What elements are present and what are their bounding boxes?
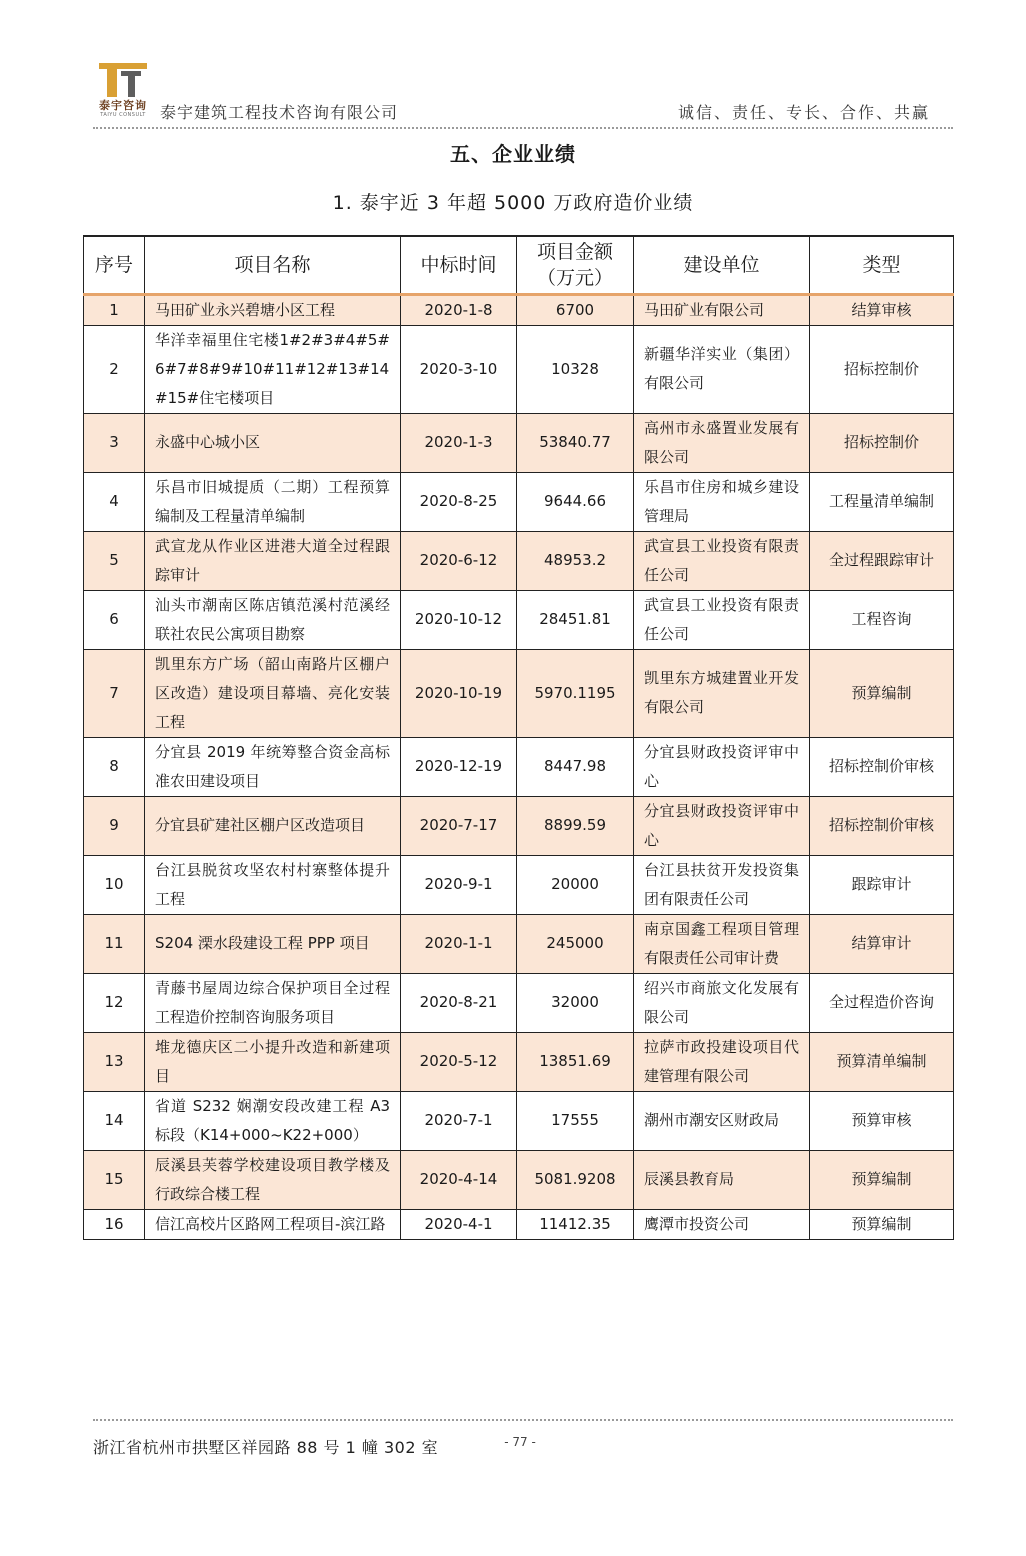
cell-amount: 20000	[517, 855, 634, 914]
cell-project-name: 辰溪县芙蓉学校建设项目教学楼及行政综合楼工程	[145, 1150, 401, 1209]
cell-client: 高州市永盛置业发展有限公司	[634, 413, 810, 472]
cell-type: 招标控制价	[810, 413, 954, 472]
header-cell-type: 类型	[810, 236, 954, 294]
page-number: - 77 -	[504, 1435, 536, 1449]
cell-project-name: 马田矿业永兴碧塘小区工程	[145, 294, 401, 325]
table-row	[84, 1150, 954, 1209]
cell-type: 全过程跟踪审计	[810, 531, 954, 590]
cell-amount: 28451.81	[517, 590, 634, 649]
cell-type: 结算审核	[810, 294, 954, 325]
table-row	[84, 325, 954, 413]
cell-type: 预算审核	[810, 1091, 954, 1150]
table-row	[84, 472, 954, 531]
logo-chinese-text: 泰宇咨询	[99, 99, 147, 112]
table-row	[84, 1032, 954, 1091]
cell-bid-date: 2020-4-14	[401, 1150, 517, 1209]
cell-type: 招标控制价审核	[810, 737, 954, 796]
logo-mark-icon	[99, 63, 147, 99]
cell-type: 预算编制	[810, 649, 954, 737]
header-cell-client: 建设单位	[634, 236, 810, 294]
cell-client: 武宣县工业投资有限责任公司	[634, 590, 810, 649]
cell-project-name: 永盛中心城小区	[145, 413, 401, 472]
company-slogan: 诚信、责任、专长、合作、共赢	[677, 103, 930, 122]
cell-type: 跟踪审计	[810, 855, 954, 914]
table-row	[84, 1091, 954, 1150]
cell-index: 12	[84, 973, 145, 1032]
cell-type: 招标控制价审核	[810, 796, 954, 855]
section-title: 五、企业业绩	[450, 142, 576, 166]
cell-index: 10	[84, 855, 145, 914]
table-row	[84, 914, 954, 973]
cell-amount: 17555	[517, 1091, 634, 1150]
cell-type: 全过程造价咨询	[810, 973, 954, 1032]
cell-type: 工程咨询	[810, 590, 954, 649]
cell-index: 3	[84, 413, 145, 472]
cell-amount: 11412.35	[517, 1209, 634, 1239]
table-row	[84, 737, 954, 796]
header-cell-index: 序号	[84, 236, 145, 294]
cell-bid-date: 2020-1-8	[401, 294, 517, 325]
cell-project-name: 汕头市潮南区陈店镇范溪村范溪经联社农民公寓项目勘察	[145, 590, 401, 649]
company-name: 泰宇建筑工程技术咨询有限公司	[160, 103, 399, 122]
cell-client: 分宜县财政投资评审中心	[634, 796, 810, 855]
cell-bid-date: 2020-6-12	[401, 531, 517, 590]
cell-index: 7	[84, 649, 145, 737]
cell-project-name: S204 溧水段建设工程 PPP 项目	[145, 914, 401, 973]
cell-amount: 10328	[517, 325, 634, 413]
table-row	[84, 973, 954, 1032]
cell-index: 4	[84, 472, 145, 531]
table-row	[84, 855, 954, 914]
cell-type: 预算编制	[810, 1150, 954, 1209]
cell-project-name: 信江高校片区路网工程项目-滨江路	[145, 1209, 401, 1239]
cell-amount: 13851.69	[517, 1032, 634, 1091]
company-logo	[93, 63, 153, 118]
cell-bid-date: 2020-8-25	[401, 472, 517, 531]
table-row	[84, 796, 954, 855]
cell-client: 马田矿业有限公司	[634, 294, 810, 325]
logo-english-text: TAIYU CONSULT	[100, 112, 146, 118]
cell-amount: 48953.2	[517, 531, 634, 590]
cell-bid-date: 2020-7-17	[401, 796, 517, 855]
cell-bid-date: 2020-8-21	[401, 973, 517, 1032]
cell-index: 14	[84, 1091, 145, 1150]
cell-index: 1	[84, 294, 145, 325]
cell-index: 11	[84, 914, 145, 973]
cell-bid-date: 2020-1-1	[401, 914, 517, 973]
header-divider	[93, 127, 953, 129]
cell-bid-date: 2020-3-10	[401, 325, 517, 413]
cell-bid-date: 2020-10-12	[401, 590, 517, 649]
cell-project-name: 武宣龙从作业区进港大道全过程跟踪审计	[145, 531, 401, 590]
cell-bid-date: 2020-4-1	[401, 1209, 517, 1239]
cell-bid-date: 2020-5-12	[401, 1032, 517, 1091]
cell-client: 乐昌市住房和城乡建设管理局	[634, 472, 810, 531]
cell-amount: 8447.98	[517, 737, 634, 796]
cell-project-name: 青藤书屋周边综合保护项目全过程工程造价控制咨询服务项目	[145, 973, 401, 1032]
cell-index: 13	[84, 1032, 145, 1091]
table-row	[84, 590, 954, 649]
cell-project-name: 分宜县 2019 年统筹整合资金高标准农田建设项目	[145, 737, 401, 796]
cell-project-name: 台江县脱贫攻坚农村村寨整体提升工程	[145, 855, 401, 914]
cell-amount: 6700	[517, 294, 634, 325]
cell-amount: 53840.77	[517, 413, 634, 472]
cell-amount: 5081.9208	[517, 1150, 634, 1209]
cell-project-name: 乐昌市旧城提质（二期）工程预算编制及工程量清单编制	[145, 472, 401, 531]
footer-address: 浙江省杭州市拱墅区祥园路 88 号 1 幢 302 室	[93, 1438, 439, 1457]
cell-client: 南京国鑫工程项目管理有限责任公司审计费	[634, 914, 810, 973]
cell-index: 16	[84, 1209, 145, 1239]
cell-client: 辰溪县教育局	[634, 1150, 810, 1209]
cell-client: 分宜县财政投资评审中心	[634, 737, 810, 796]
cell-index: 8	[84, 737, 145, 796]
cell-client: 武宣县工业投资有限责任公司	[634, 531, 810, 590]
cell-client: 凯里东方城建置业开发有限公司	[634, 649, 810, 737]
cell-client: 潮州市潮安区财政局	[634, 1091, 810, 1150]
cell-client: 拉萨市政投建设项目代建管理有限公司	[634, 1032, 810, 1091]
cell-type: 工程量清单编制	[810, 472, 954, 531]
cell-index: 6	[84, 590, 145, 649]
cell-project-name: 华洋幸福里住宅楼1#2#3#4#5#6#7#8#9#10#11#12#13#14#15#住宅楼项目	[145, 325, 401, 413]
table-row	[84, 413, 954, 472]
cell-project-name: 凯里东方广场（韶山南路片区棚户区改造）建设项目幕墙、亮化安装工程	[145, 649, 401, 737]
cell-client: 绍兴市商旅文化发展有限公司	[634, 973, 810, 1032]
cell-type: 预算编制	[810, 1209, 954, 1239]
table-row	[84, 531, 954, 590]
table-row	[84, 294, 954, 325]
cell-amount: 5970.1195	[517, 649, 634, 737]
cell-index: 9	[84, 796, 145, 855]
cell-bid-date: 2020-1-3	[401, 413, 517, 472]
cell-project-name: 堆龙德庆区二小提升改造和新建项目	[145, 1032, 401, 1091]
cell-bid-date: 2020-7-1	[401, 1091, 517, 1150]
cell-project-name: 分宜县矿建社区棚户区改造项目	[145, 796, 401, 855]
cell-bid-date: 2020-9-1	[401, 855, 517, 914]
table-row	[84, 1209, 954, 1239]
cell-client: 新疆华洋实业（集团）有限公司	[634, 325, 810, 413]
footer-divider	[93, 1419, 953, 1421]
table-row	[84, 649, 954, 737]
cell-amount: 32000	[517, 973, 634, 1032]
header-cell-amount: 项目金额（万元）	[517, 236, 634, 294]
cell-amount: 245000	[517, 914, 634, 973]
cell-client: 鹰潭市投资公司	[634, 1209, 810, 1239]
cell-type: 结算审计	[810, 914, 954, 973]
performance-table	[83, 235, 954, 1240]
cell-amount: 9644.66	[517, 472, 634, 531]
cell-index: 15	[84, 1150, 145, 1209]
cell-amount: 8899.59	[517, 796, 634, 855]
cell-bid-date: 2020-10-19	[401, 649, 517, 737]
header-cell-bid-date: 中标时间	[401, 236, 517, 294]
table-header-row	[84, 236, 954, 294]
cell-index: 5	[84, 531, 145, 590]
cell-client: 台江县扶贫开发投资集团有限责任公司	[634, 855, 810, 914]
cell-project-name: 省道 S232 娴潮安段改建工程 A3 标段（K14+000~K22+000）	[145, 1091, 401, 1150]
cell-type: 招标控制价	[810, 325, 954, 413]
cell-type: 预算清单编制	[810, 1032, 954, 1091]
header-cell-project-name: 项目名称	[145, 236, 401, 294]
table-subtitle: 1. 泰宇近 3 年超 5000 万政府造价业绩	[332, 192, 694, 214]
cell-index: 2	[84, 325, 145, 413]
cell-bid-date: 2020-12-19	[401, 737, 517, 796]
